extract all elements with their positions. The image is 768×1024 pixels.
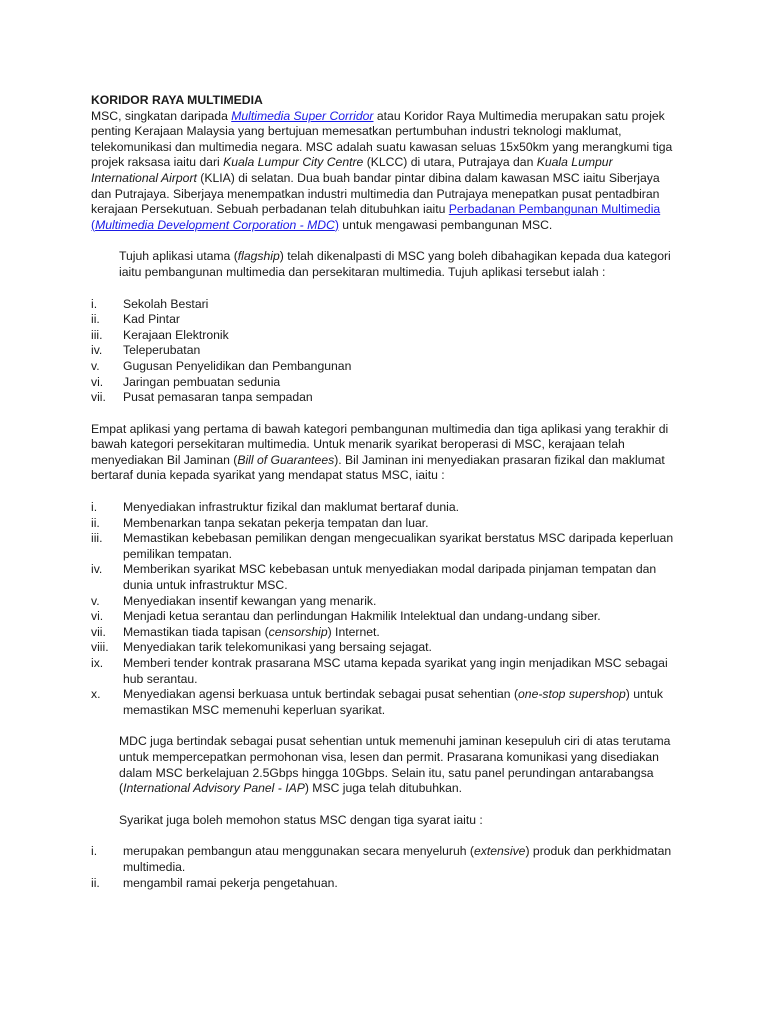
document-page bbox=[91, 93, 676, 891]
list-item: iii. Kerajaan Elektronik bbox=[91, 327, 229, 342]
list-item: vi. Jaringan pembuatan sedunia bbox=[91, 374, 281, 389]
paragraph-conditions: Syarikat juga boleh memohon status MSC dengan tiga syarat iaitu : bbox=[119, 812, 483, 827]
text-run: untuk mengawasi pembangunan MSC. bbox=[338, 217, 553, 232]
list-item: ii. Kad Pintar bbox=[91, 312, 180, 327]
emphasis-klcc: Kuala Lumpur City Centre bbox=[223, 155, 364, 170]
list-item: v. Gugusan Penyelidikan dan Pembangunan bbox=[91, 358, 352, 373]
list-item: v. Menyediakan insentif kewangan yang menarik. bbox=[91, 593, 377, 608]
list-item: ix. Memberi tender kontrak prasarana MSC utama kepada syarikat yang ingin menjadikan MSC sebagai hub serantau. bbox=[91, 656, 668, 686]
list-item: i. Menyediakan infrastruktur fizikal dan maklumat bertaraf dunia. bbox=[91, 500, 459, 515]
emphasis-iap: International Advisory Panel - IAP bbox=[123, 781, 305, 796]
text-run: MSC, singkatan daripada bbox=[91, 108, 232, 123]
list-item: iv. Teleperubatan bbox=[91, 343, 201, 358]
list-item: vi. Menjadi ketua serantau dan perlindungan Hakmilik Intelektual dan undang-undang siber. bbox=[91, 609, 601, 624]
emphasis-klia: Kuala Lumpur International Airport bbox=[91, 155, 613, 185]
list-item: vii. Memastikan tiada tapisan (censorship) Internet. bbox=[91, 624, 380, 639]
list-item: ii. mengambil ramai pekerja pengetahuan. bbox=[91, 875, 338, 890]
conditions-list bbox=[91, 844, 676, 891]
link-multimedia-super-corridor[interactable]: Multimedia Super Corridor bbox=[231, 108, 374, 123]
list-item: iv. Memberikan syarikat MSC kebebasan untuk menyediakan modal daripada pinjaman tempatan dan dunia untuk infrastruktur MSC. bbox=[91, 562, 657, 593]
emphasis-flagship: flagship bbox=[237, 249, 280, 264]
list-item: viii. Menyediakan tarik telekomunikasi yang bersaing sejagat. bbox=[91, 640, 432, 655]
list-item: iii. Memastikan kebebasan pemilikan dengan mengecualikan syarikat berstatus MSC daripada keperluan pemilikan tempatan. bbox=[91, 531, 674, 561]
paragraph-intro bbox=[91, 109, 676, 234]
list-item: x. Menyediakan agensi berkuasa untuk bertindak sebagai pusat sehentian (one-stop supershop) untuk memastikan MSC memenuhi keperluan syarikat. bbox=[91, 687, 664, 717]
text-run: atau Koridor Raya Multimedia merupakan satu projek penting Kerajaan Malaysia yang bertujuan memesatkan pertumbuhan industri teknologi maklumat, telekomunikasi dan multimedia negara. MSC adalah suatu kawasan seluas 15x50km yang merangkumi tiga projek raksasa iaitu dari bbox=[91, 108, 673, 170]
text-run: (KLCC) di utara, Putrajaya dan bbox=[363, 155, 537, 170]
emphasis-bill-of-guarantees: Bill of Guarantees bbox=[237, 452, 335, 467]
text-run: (KLIA) di selatan. Dua buah bandar pintar dibina dalam kawasan MSC iaitu Siberjaya dan Putrajaya. Siberjaya menempatkan industri multimedia dan Putrajaya menepatkan pusat pentadbiran kerajaan Persekutuan. Sebuah perbadanan telah ditubuhkan iaitu bbox=[91, 170, 660, 217]
list-item: i. merupakan pembangun atau menggunakan secara menyeluruh (extensive) produk dan perkhidmatan multimedia. bbox=[91, 844, 672, 874]
paragraph-bill-of-guarantees: Empat aplikasi yang pertama di bawah kategori pembangunan multimedia dan tiga aplikasi yang terakhir di bawah kategori persekitaran multimedia. Untuk menarik syarikat beroperasi di MSC, kerajaan telah menyediakan Bil Jaminan (Bill of Guarantees). Bil Jaminan ini menyediakan prasaran fizikal dan maklumat bertaraf dunia kepada syarikat yang mendapat status MSC, iaitu : bbox=[91, 421, 669, 483]
guarantees-list bbox=[91, 500, 676, 718]
document-title: KORIDOR RAYA MULTIMEDIA bbox=[91, 93, 263, 107]
list-item: i. Sekolah Bestari bbox=[91, 296, 209, 311]
list-item: vii. Pusat pemasaran tanpa sempadan bbox=[91, 390, 313, 405]
link-perbadanan-mdc[interactable]: Perbadanan Pembangunan Multimedia (Multimedia Development Corporation - MDC) bbox=[91, 202, 661, 232]
paragraph-mdc: MDC juga bertindak sebagai pusat sehentian untuk memenuhi jaminan kesepuluh ciri di atas terutama untuk mempercepatkan permohonan visa, lesen dan permit. Prasarana komunikasi yang disediakan dalam MSC berkelajuan 2.5Gbps hingga 10Gbps. Selain itu, satu panel perundingan antarabangsa (International Advisory Panel - IAP) MSC juga telah ditubuhkan. bbox=[119, 734, 671, 796]
flagship-list bbox=[91, 297, 676, 406]
paragraph-flagship: Tujuh aplikasi utama (flagship) telah dikenalpasti di MSC yang boleh dibahagikan kepada dua kategori iaitu pembangunan multimedia dan persekitaran multimedia. Tujuh aplikasi tersebut ialah : bbox=[119, 249, 671, 279]
list-item: ii. Membenarkan tanpa sekatan pekerja tempatan dan luar. bbox=[91, 515, 429, 530]
